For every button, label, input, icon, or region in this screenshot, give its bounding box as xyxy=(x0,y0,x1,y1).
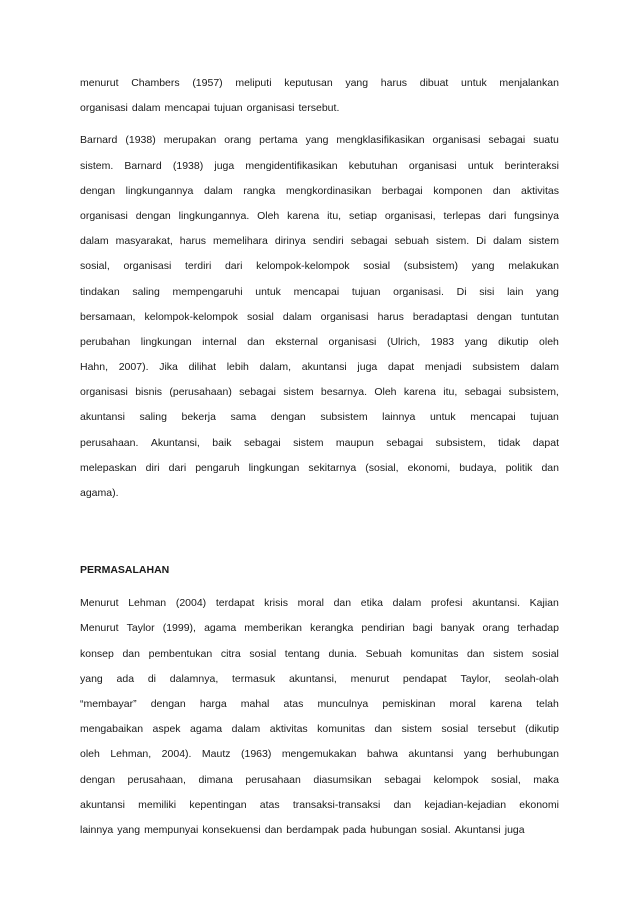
text-line: organisasi dalam mencapai tujuan organisasi tersebut. xyxy=(80,102,340,115)
text-line: organisasi dengan lingkungannya. Oleh karena itu, setiap organisasi, terlepas dari fungsinya xyxy=(80,209,559,222)
text-line: akuntansi memiliki kepentingan atas transaksi-transaksi dan kejadian-kejadian ekonomi xyxy=(80,798,559,811)
text-line: sosial, organisasi terdiri dari kelompok-kelompok sosial (subsistem) yang melakukan xyxy=(80,260,559,273)
paragraph-intro xyxy=(80,71,559,121)
text-line: agama). xyxy=(80,487,119,499)
text-line: yang ada di dalamnya, termasuk akuntansi, menurut pendapat Taylor, seolah-olah xyxy=(80,672,559,685)
text-line: bersamaan, kelompok-kelompok sosial dalam organisasi harus beradaptasi dengan tuntutan xyxy=(80,310,559,323)
text-line: sistem. Barnard (1938) juga mengidentifikasikan kebutuhan organisasi untuk berinteraksi xyxy=(80,159,559,172)
section-heading: PERMASALAHAN xyxy=(80,564,170,577)
text-line: dengan lingkungannya dalam rangka mengkordinasikan berbagai komponen dan aktivitas xyxy=(80,184,559,197)
paragraph-spacer xyxy=(80,121,559,128)
text-line: oleh Lehman, 2004). Mautz (1963) mengemukakan bahwa akuntansi yang berhubungan xyxy=(80,748,559,761)
text-line: lainnya yang mempunyai konsekuensi dan berdampak pada hubungan sosial. Akuntansi juga xyxy=(80,823,525,836)
text-line: “membayar” dengan harga mahal atas munculnya pemiskinan moral karena telah xyxy=(80,697,559,710)
text-line: perusahaan. Akuntansi, baik sebagai sistem maupun sebagai subsistem, tidak dapat xyxy=(80,436,559,449)
text-line: dalam masyarakat, harus memelihara dirinya sendiri sebagai sebuah sistem. Di dalam sistem xyxy=(80,235,559,248)
document-body xyxy=(80,71,559,843)
paragraph-permasalahan xyxy=(80,591,559,843)
text-line: tindakan saling mempengaruhi untuk mencapai tujuan organisasi. Di sisi lain yang xyxy=(80,285,559,298)
text-line: dengan perusahaan, dimana perusahaan diasumsikan sebagai kelompok sosial, maka xyxy=(80,773,559,786)
text-line: akuntansi saling bekerja sama dengan subsistem lainnya untuk mencapai tujuan xyxy=(80,411,559,424)
text-line: konsep dan pembentukan citra sosial tentang dunia. Sebuah komunitas dan sistem sosial xyxy=(80,647,559,660)
text-line: mengabaikan aspek agama dalam aktivitas komunitas dan sistem sosial tersebut (dikutip xyxy=(80,723,559,736)
section-spacer xyxy=(80,506,559,558)
text-line: Menurut Lehman (2004) terdapat krisis moral dan etika dalam profesi akuntansi. Kajian xyxy=(80,597,559,610)
paragraph-barnard xyxy=(80,128,559,506)
text-line: menurut Chambers (1957) meliputi keputusan yang harus dibuat untuk menjalankan xyxy=(80,77,559,89)
text-line: Barnard (1938) merupakan orang pertama yang mengklasifikasikan organisasi sebagai suatu xyxy=(80,134,559,147)
text-line: perubahan lingkungan internal dan eksternal organisasi (Ulrich, 1983 yang dikutip oleh xyxy=(80,335,559,348)
text-line: melepaskan diri dari pengaruh lingkungan sekitarnya (sosial, ekonomi, budaya, politik dan xyxy=(80,461,559,474)
text-line: organisasi bisnis (perusahaan) sebagai sistem besarnya. Oleh karena itu, sebagai subsistem, xyxy=(80,386,559,399)
text-line: Hahn, 2007). Jika dilihat lebih dalam, akuntansi juga dapat menjadi subsistem dalam xyxy=(80,361,559,374)
text-line: Menurut Taylor (1999), agama memberikan kerangka pendirian bagi banyak orang terhadap xyxy=(80,622,559,635)
